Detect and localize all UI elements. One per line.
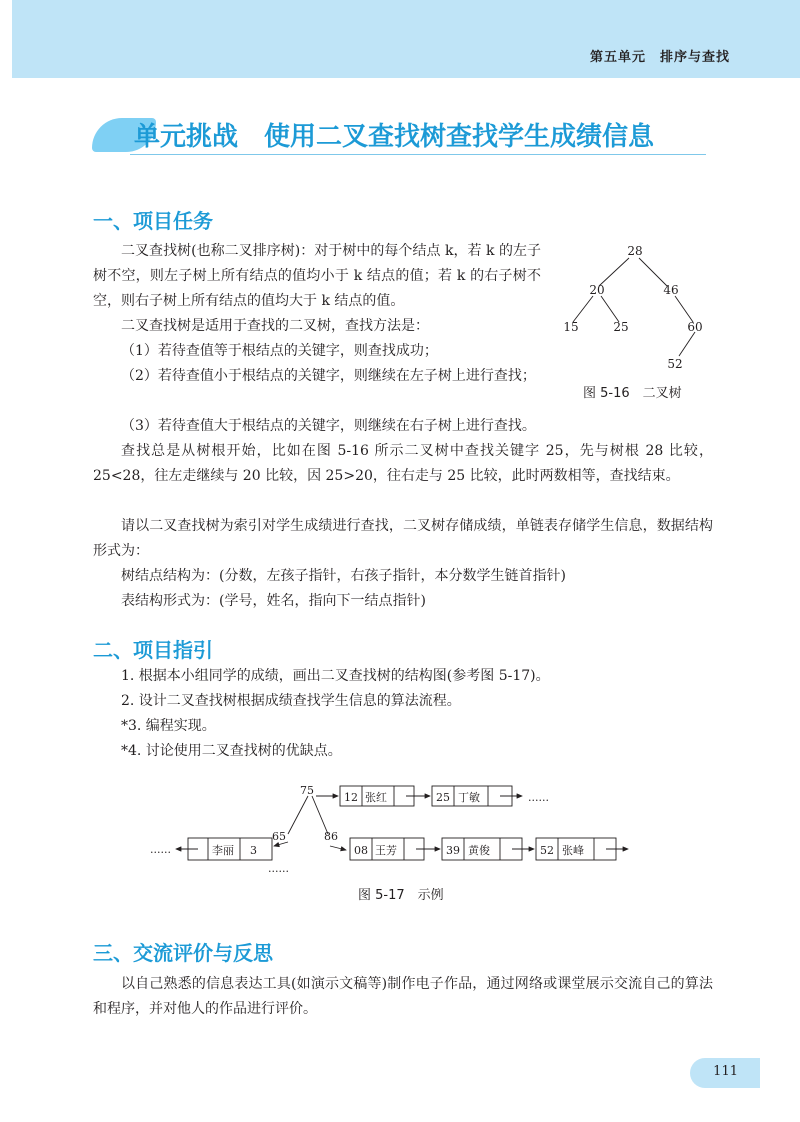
record-08-score: 08 [354, 844, 368, 857]
figure-5-17-caption: 图 5-17 示例 [358, 888, 444, 903]
record-25-name: 丁敏 [458, 791, 480, 804]
edge-20-25 [601, 296, 619, 322]
branch-75-65 [288, 796, 308, 834]
linked-list-figure [150, 780, 670, 880]
tree-node-60: 60 [687, 320, 703, 334]
section-heading-reflection: 三、交流评价与反思 [93, 941, 273, 965]
title-text: 单元挑战 使用二叉查找树查找学生成绩信息 [134, 122, 655, 152]
record-left-score: 3 [250, 844, 257, 857]
left-ellipsis: ...... [150, 843, 171, 856]
paragraph-step2: （2）若待查值小于根结点的关键字，则继续在左子树上进行查找； [121, 368, 536, 384]
tree-node-52: 52 [667, 357, 683, 371]
root-key-75: 75 [300, 784, 314, 797]
paragraph-step3: （3）若待查值大于根结点的关键字，则继续在右子树上进行查找。 [121, 418, 536, 434]
record-52-name: 张峰 [562, 844, 584, 857]
paragraph-definition: 二叉查找树(也称二叉排序树)：对于树中的每个结点 k，若 k 的左子树不空，则左子树上所有结点的值均小于 k 结点的值；若 k 的右子树不空，则右子树上所有结点的值均大于 k 结点的值。 [93, 243, 541, 309]
record-39-score: 39 [446, 844, 460, 857]
paragraph-step1: （1）若待查值等于根结点的关键字，则查找成功； [121, 343, 438, 359]
guide-item-2: 2. 设计二叉查找树根据成绩查找学生信息的算法流程。 [121, 693, 461, 709]
header-band [12, 0, 800, 78]
tree-node-46: 46 [663, 283, 679, 297]
guide-item-4: *4. 讨论使用二叉查找树的优缺点。 [121, 743, 342, 759]
paragraph-request: 请以二叉查找树为索引对学生成绩进行查找，二叉树存储成绩，单链表存储学生信息，数据结构形式为： [93, 518, 713, 559]
record-52-score: 52 [540, 844, 554, 857]
edge-60-52 [679, 332, 695, 356]
guide-item-1: 1. 根据本小组同学的成绩，画出二叉查找树的结构图(参考图 5-17)。 [121, 668, 550, 684]
record-12-name: 张红 [365, 791, 387, 804]
tree-node-15: 15 [563, 320, 579, 334]
tree-node-28: 28 [627, 244, 643, 258]
edge-20-15 [573, 296, 593, 322]
paragraph-example: 查找总是从树根开始，比如在图 5-16 所示二叉树中查找关键字 25，先与树根 28 比较，25<28，往左走继续与 20 比较，因 25>20，往右走与 25 比较，此时两数相等，查找结束。 [93, 443, 713, 484]
page-number: 111 [713, 1064, 738, 1079]
paragraph-list-structure: 表结构形式为：(学号，姓名，指向下一结点指针) [121, 593, 426, 609]
paragraph-tree-node-structure: 树结点结构为：(分数，左孩子指针，右孩子指针，本分数学生链首指针) [121, 568, 566, 584]
left-under-ellipsis: ...... [268, 862, 289, 875]
figure-5-16-caption: 图 5-16 二叉树 [583, 386, 682, 401]
tree-node-20: 20 [589, 283, 605, 297]
edge-46-60 [675, 296, 693, 322]
section-heading-guide: 二、项目指引 [93, 638, 213, 662]
section-heading-task: 一、项目任务 [93, 209, 213, 233]
right-key-86: 86 [324, 830, 338, 843]
left-key-65: 65 [272, 830, 286, 843]
guide-item-3: *3. 编程实现。 [121, 718, 216, 734]
running-header: 第五单元 排序与查找 [589, 50, 730, 65]
unit-title [92, 114, 706, 158]
record-12-score: 12 [344, 791, 358, 804]
edge-28-46 [639, 258, 667, 286]
row1-ellipsis: ...... [528, 791, 549, 804]
pointer-86-to-08 [330, 846, 346, 850]
record-39-name: 黄俊 [468, 844, 490, 857]
paragraph-reflection: 以自己熟悉的信息表达工具(如演示文稿等)制作电子作品，通过网络或课堂展示交流自己的算法和程序，并对他人的作品进行评价。 [93, 976, 713, 1017]
branch-75-86 [312, 796, 328, 834]
paragraph-method: 二叉查找树是适用于查找的二叉树，查找方法是： [121, 318, 429, 334]
binary-tree-figure [555, 238, 725, 378]
record-left-name: 李丽 [212, 844, 234, 857]
edge-28-20 [599, 258, 629, 286]
tree-node-25: 25 [613, 320, 629, 334]
title-underline [130, 154, 706, 155]
record-25-score: 25 [436, 791, 450, 804]
record-08-name: 王芳 [375, 844, 397, 857]
